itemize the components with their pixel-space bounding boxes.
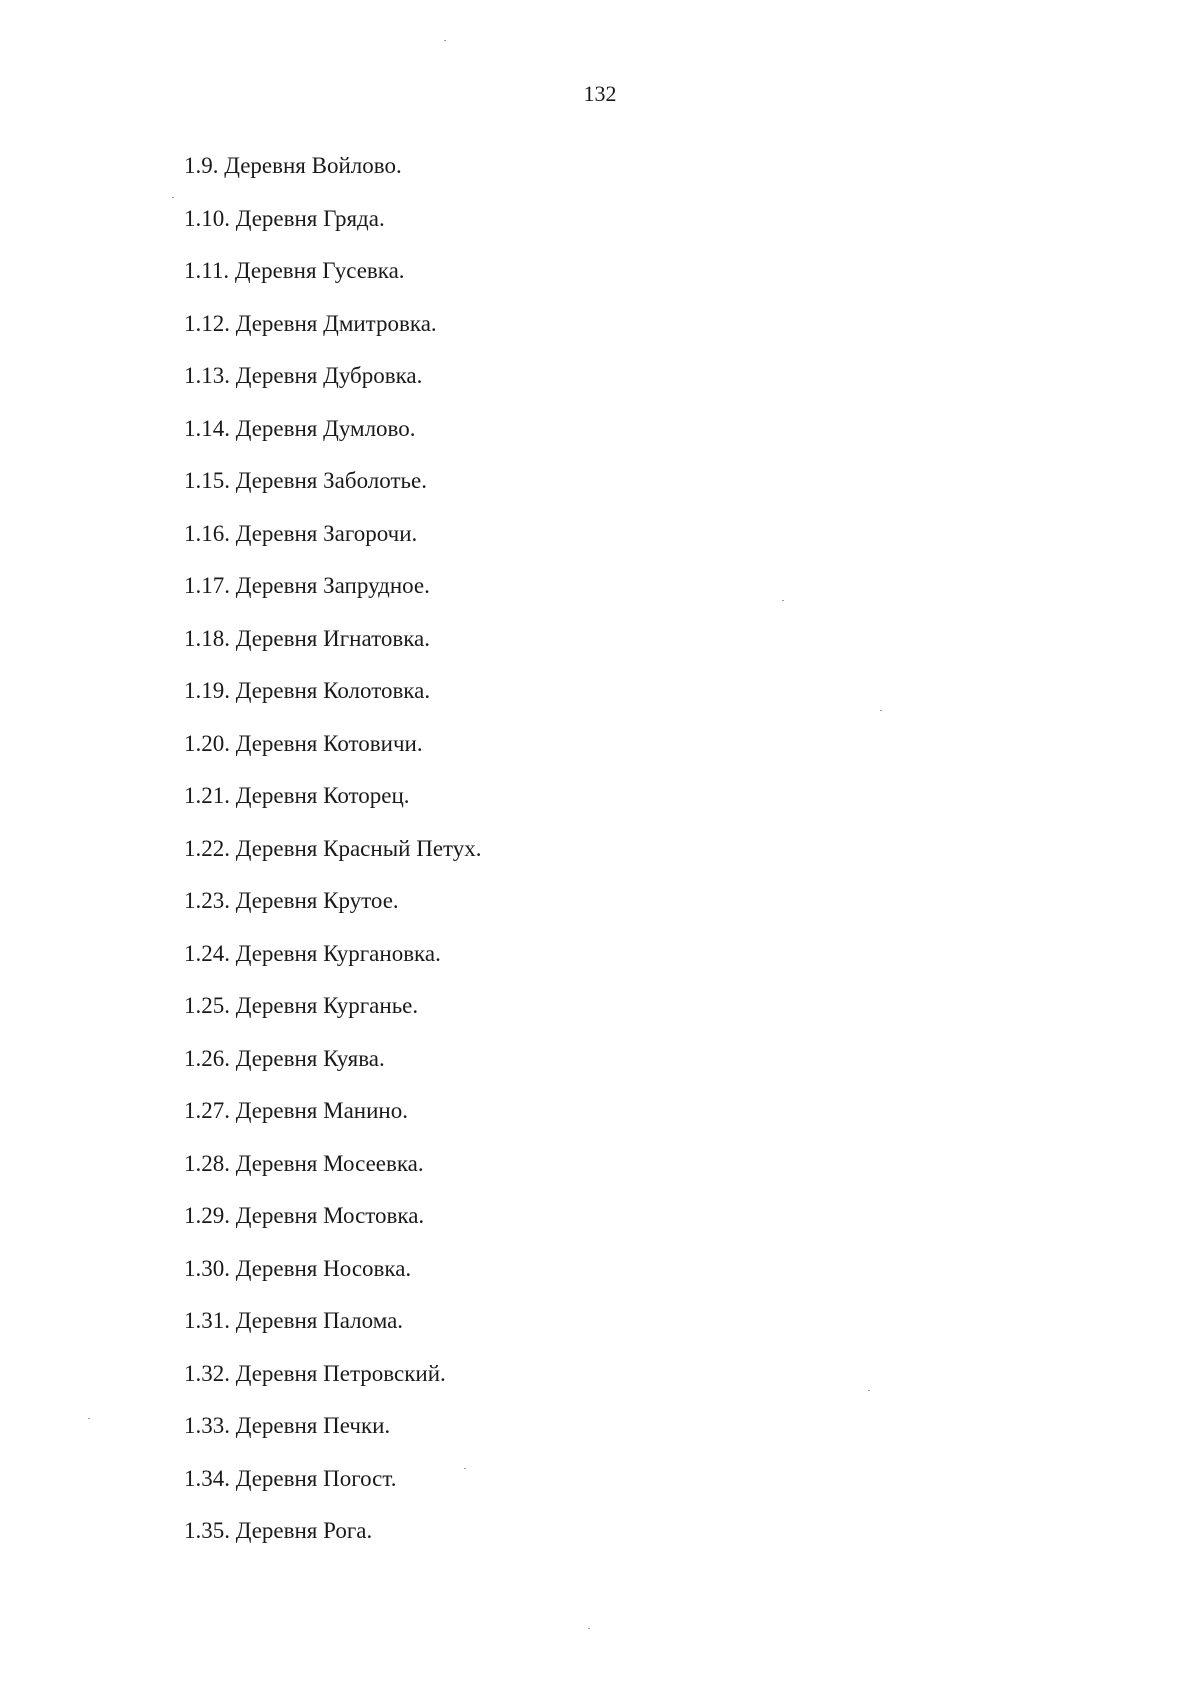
list-item: 1.17. Деревня Запрудное. [184,573,430,598]
scan-speck [782,600,784,601]
scan-speck [464,1468,466,1469]
list-item: 1.27. Деревня Манино. [184,1098,408,1123]
list-item: 1.20. Деревня Котовичи. [184,730,423,756]
list-item: 1.19. Деревня Колотовка. [184,678,431,703]
list-item: 1.32. Деревня Петровский. [184,1360,446,1386]
list-item: 1.33. Деревня Печки. [184,1413,391,1438]
list-item: 1.34. Деревня Погост. [184,1465,397,1491]
list-item: 1.9. Деревня Войлово. [184,153,402,178]
list-item: 1.23. Деревня Крутое. [184,888,399,913]
list-item: 1.15. Деревня Заболотье. [184,468,427,493]
list-item: 1.24. Деревня Кургановка. [184,940,441,966]
list-item: 1.22. Деревня Красный Петух. [184,835,482,861]
scan-speck [172,197,174,198]
list-item: 1.29. Деревня Мостовка. [184,1203,425,1228]
list-item: 1.16. Деревня Загорочи. [184,520,418,546]
list-item: 1.18. Деревня Игнатовка. [184,625,430,651]
list-item: 1.30. Деревня Носовка. [184,1255,412,1281]
list-item: 1.26. Деревня Куява. [184,1045,385,1071]
scan-speck [880,710,882,711]
scan-speck [868,1390,870,1391]
list-item: 1.25. Деревня Курганье. [184,993,419,1018]
settlement-list [184,152,482,1570]
list-item: 1.31. Деревня Палома. [184,1308,404,1333]
scan-speck [88,1418,90,1419]
list-item: 1.21. Деревня Которец. [184,783,410,808]
scan-speck [444,40,446,41]
list-item: 1.28. Деревня Мосеевка. [184,1150,424,1176]
list-item: 1.12. Деревня Дмитровка. [184,310,437,336]
list-item: 1.13. Деревня Дубровка. [184,363,423,388]
list-item: 1.35. Деревня Рога. [184,1518,373,1543]
list-item: 1.14. Деревня Думлово. [184,415,416,441]
list-item: 1.11. Деревня Гусевка. [184,258,405,283]
page-number: 132 [583,81,617,106]
list-item: 1.10. Деревня Гряда. [184,205,385,231]
scan-speck [588,1628,590,1629]
